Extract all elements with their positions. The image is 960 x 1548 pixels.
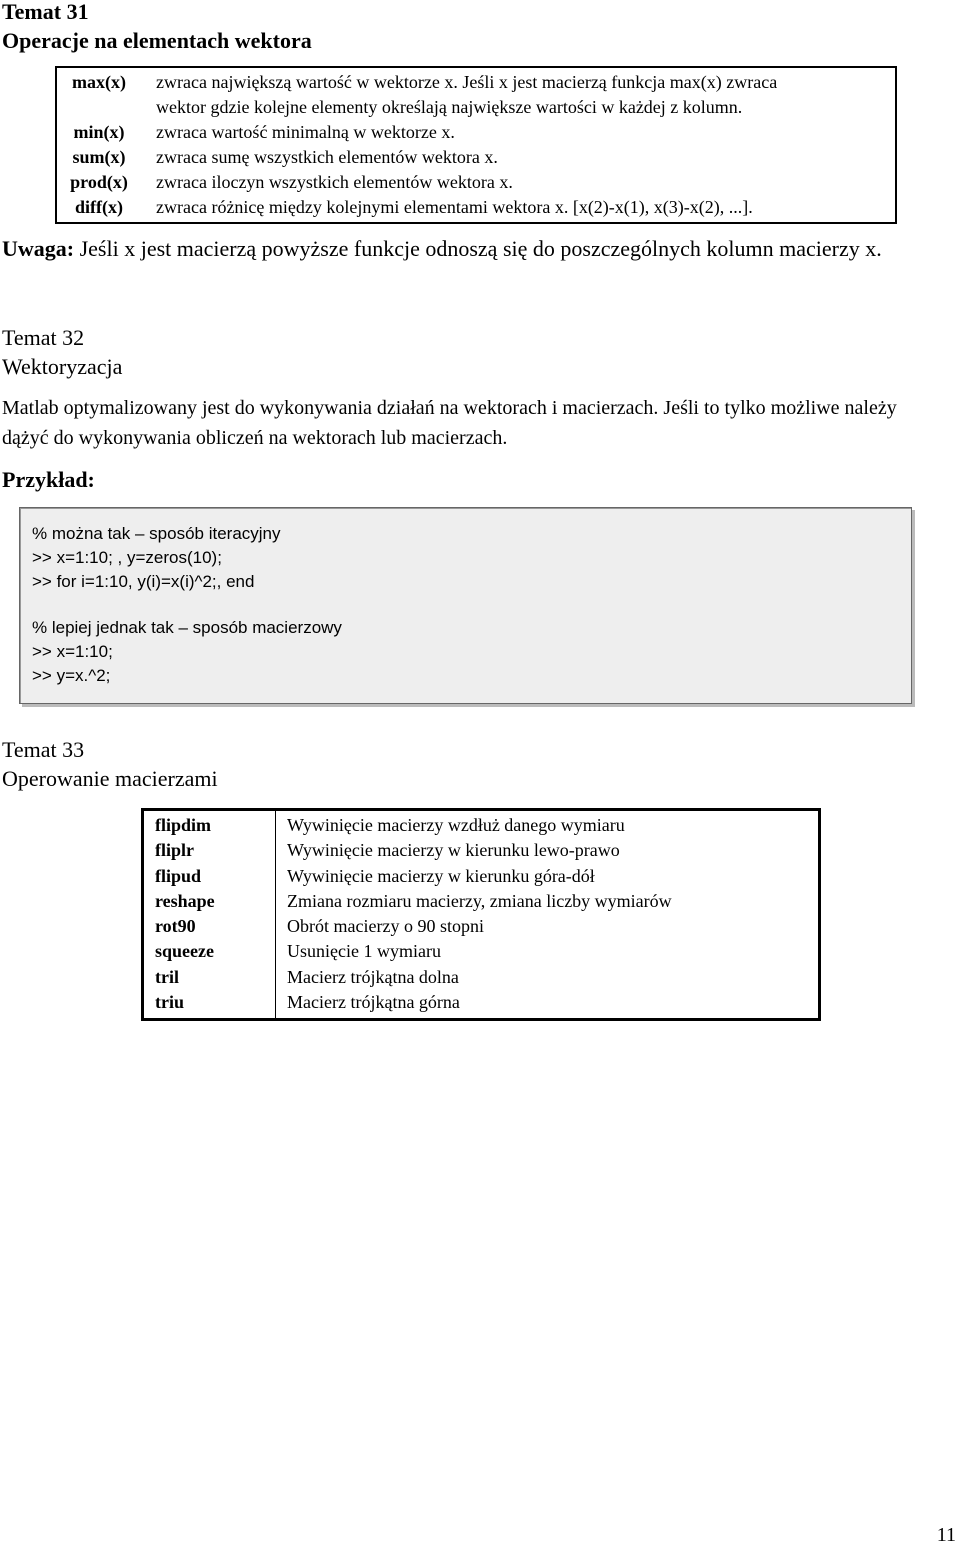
code-line: >> for i=1:10, y(i)=x(i)^2;, end <box>32 572 255 591</box>
example-label: Przykład: <box>2 467 95 492</box>
table-row <box>143 939 820 964</box>
operation-description: Wywinięcie macierzy wzdłuż danego wymiaru <box>287 815 625 835</box>
operation-name: triu <box>143 990 276 1020</box>
code-example-box <box>19 507 912 704</box>
function-name: max(x) <box>72 72 126 92</box>
operation-name: flipud <box>143 864 276 889</box>
table-row <box>56 170 896 195</box>
code-line: % lepiej jednak tak – sposób macierzowy <box>32 618 342 637</box>
operation-name: squeeze <box>143 939 276 964</box>
operation-name: fliplr <box>143 838 276 863</box>
function-name: diff(x) <box>75 197 123 217</box>
vector-functions-table <box>55 66 897 224</box>
function-description: zwraca różnicę między kolejnymi elementami wektora x. [x(2)-x(1), x(3)-x(2), ...]. <box>156 197 753 217</box>
function-description: zwraca sumę wszystkich elementów wektora x. <box>156 147 498 167</box>
matrix-operations-table <box>141 808 821 1021</box>
note-text: Jeśli x jest macierzą powyższe funkcje odnoszą się do poszczególnych kolumn macierzy x. <box>74 236 882 261</box>
table-row <box>56 95 896 120</box>
operation-description: Wywinięcie macierzy w kierunku góra-dół <box>287 865 595 886</box>
table-row <box>143 838 820 863</box>
code-block-iterative <box>32 522 899 594</box>
section-number: Temat 33 <box>2 737 85 762</box>
operation-name: tril <box>143 965 276 990</box>
operation-description: Obrót macierzy o 90 stopni <box>287 916 484 937</box>
section-title: Operowanie macierzami <box>2 766 218 791</box>
table-row <box>143 864 820 889</box>
section-temat-32 <box>2 323 122 381</box>
operation-name: rot90 <box>143 914 276 939</box>
vectorization-paragraph: Matlab optymalizowany jest do wykonywania działań na wektorach i macierzach. Jeśli to tylko możliwe należy dążyć do wykonywania obliczeń na wektorach lub macierzach. <box>2 397 897 449</box>
table-row <box>56 145 896 170</box>
code-line: % można tak – sposób iteracyjny <box>32 524 281 543</box>
operation-description: Macierz trójkątna górna <box>287 992 460 1013</box>
note-label: Uwaga: <box>2 236 75 261</box>
function-description: zwraca iloczyn wszystkich elementów wektora x. <box>156 172 513 192</box>
operation-name: reshape <box>143 889 276 914</box>
code-line: >> y=x.^2; <box>32 666 111 685</box>
operation-description: Usunięcie 1 wymiaru <box>287 941 441 962</box>
table-row <box>56 67 896 95</box>
section-number: Temat 31 <box>2 0 89 24</box>
table-row <box>143 990 820 1020</box>
table-row <box>143 810 820 839</box>
function-description: zwraca największą wartość w wektorze x. Jeśli x jest macierzą funkcja max(x) zwraca <box>156 72 778 92</box>
function-name: prod(x) <box>70 172 128 192</box>
section-temat-31 <box>2 0 312 55</box>
note-paragraph <box>2 235 942 263</box>
page-number: 11 <box>936 1524 956 1546</box>
operation-description: Zmiana rozmiaru macierzy, zmiana liczby wymiarów <box>287 890 672 911</box>
operation-description: Wywinięcie macierzy w kierunku lewo-prawo <box>287 840 620 861</box>
table-row <box>143 914 820 939</box>
function-name <box>56 95 141 120</box>
function-description: zwraca wartość minimalną w wektorze x. <box>156 122 455 142</box>
function-name: sum(x) <box>72 147 126 167</box>
function-description: wektor gdzie kolejne elementy określają największe wartości w każdej z kolumn. <box>156 97 743 117</box>
operation-name: flipdim <box>143 810 276 839</box>
code-line: >> x=1:10; , y=zeros(10); <box>32 548 222 567</box>
section-number: Temat 32 <box>2 325 85 350</box>
table-row <box>56 195 896 223</box>
code-block-matrix <box>32 616 899 688</box>
table-row <box>143 889 820 914</box>
section-title: Operacje na elementach wektora <box>2 28 312 53</box>
code-line: >> x=1:10; <box>32 642 113 661</box>
function-name: min(x) <box>73 122 125 142</box>
operation-description: Macierz trójkątna dolna <box>287 966 459 987</box>
section-temat-33 <box>2 735 218 793</box>
section-title: Wektoryzacja <box>2 354 123 379</box>
table-row <box>143 965 820 990</box>
table-row <box>56 120 896 145</box>
